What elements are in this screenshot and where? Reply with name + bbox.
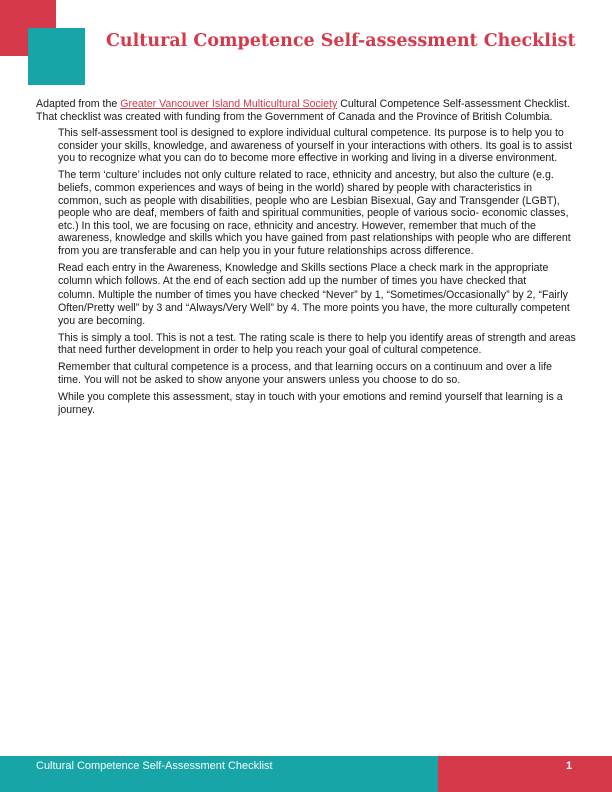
source-link[interactable]: Greater Vancouver Island Multicultural Society xyxy=(120,98,338,110)
footer-red-bar xyxy=(438,756,612,792)
paragraph-tool-note: This is simply a tool. This is not a test. The rating scale is there to help you identify areas of strength and areas that need further development in order to help you reach your goal of cultural competence. xyxy=(58,331,576,357)
paragraph-journey: While you complete this assessment, stay in touch with your emotions and remind yourself that learning is a journey. xyxy=(58,390,563,416)
page-number: 1 xyxy=(566,760,573,772)
paragraph-culture-definition: The term ‘culture’ includes not only culture related to race, ethnicity and ancestry, but also the culture (e.g. beliefs, common experiences and ways of being in the world) shared by people with characteristics in common, such as people with disabilities, people who are Lesbian Bisexual, Gay and Transgender (LGBT), people who are deaf, members of faith and spiritual communities, people of various socio- economic classes, etc.) In this tool, we are focusing on race, ethnicity and ancestry. However, remember that much of the awareness, knowledge and skills which you have gained from past relationships with people who are different from you are transferable and can help you in your future relationships across difference. xyxy=(58,169,571,258)
paragraph-scoring: column. Multiple the number of times you have checked “Never” by 1, “Sometimes/Occasionally” by 2, “Fairly Often/Pretty well” by 3 and “Always/Very Well” by 4. The more points you have, the more culturally competent you are becoming. xyxy=(58,289,570,327)
footer-title: Cultural Competence Self-Assessment Checklist xyxy=(36,760,273,772)
paragraph-process: Remember that cultural competence is a process, and that learning occurs on a continuum and over a life time. You will not be asked to show anyone your answers unless you choose to do so. xyxy=(58,361,553,386)
paragraph-instructions: Read each entry in the Awareness, Knowledge and Skills sections Place a check mark in the appropriate column which follows. At the end of each section add up the number of times you have checked that xyxy=(58,262,549,287)
intro-lead: Adapted from the xyxy=(36,98,121,110)
paragraph-purpose: This self-assessment tool is designed to explore individual cultural competence. Its purpose is to help you to consider your skills, knowledge, and awareness of yourself in your interactions with others. Its goal is to assist you to recognize what you can do to become more effective in working and living in a diverse environment. xyxy=(58,127,573,165)
intro-paragraph xyxy=(36,98,576,123)
logo-teal-square xyxy=(28,28,85,85)
intro-rest: Cultural Competence Self-assessment Checklist. That checklist was created with funding from the Government of Canada and the Province of British Columbia. xyxy=(36,98,570,123)
document-body xyxy=(36,98,576,421)
page-title: Cultural Competence Self-assessment Checklist xyxy=(106,31,576,51)
